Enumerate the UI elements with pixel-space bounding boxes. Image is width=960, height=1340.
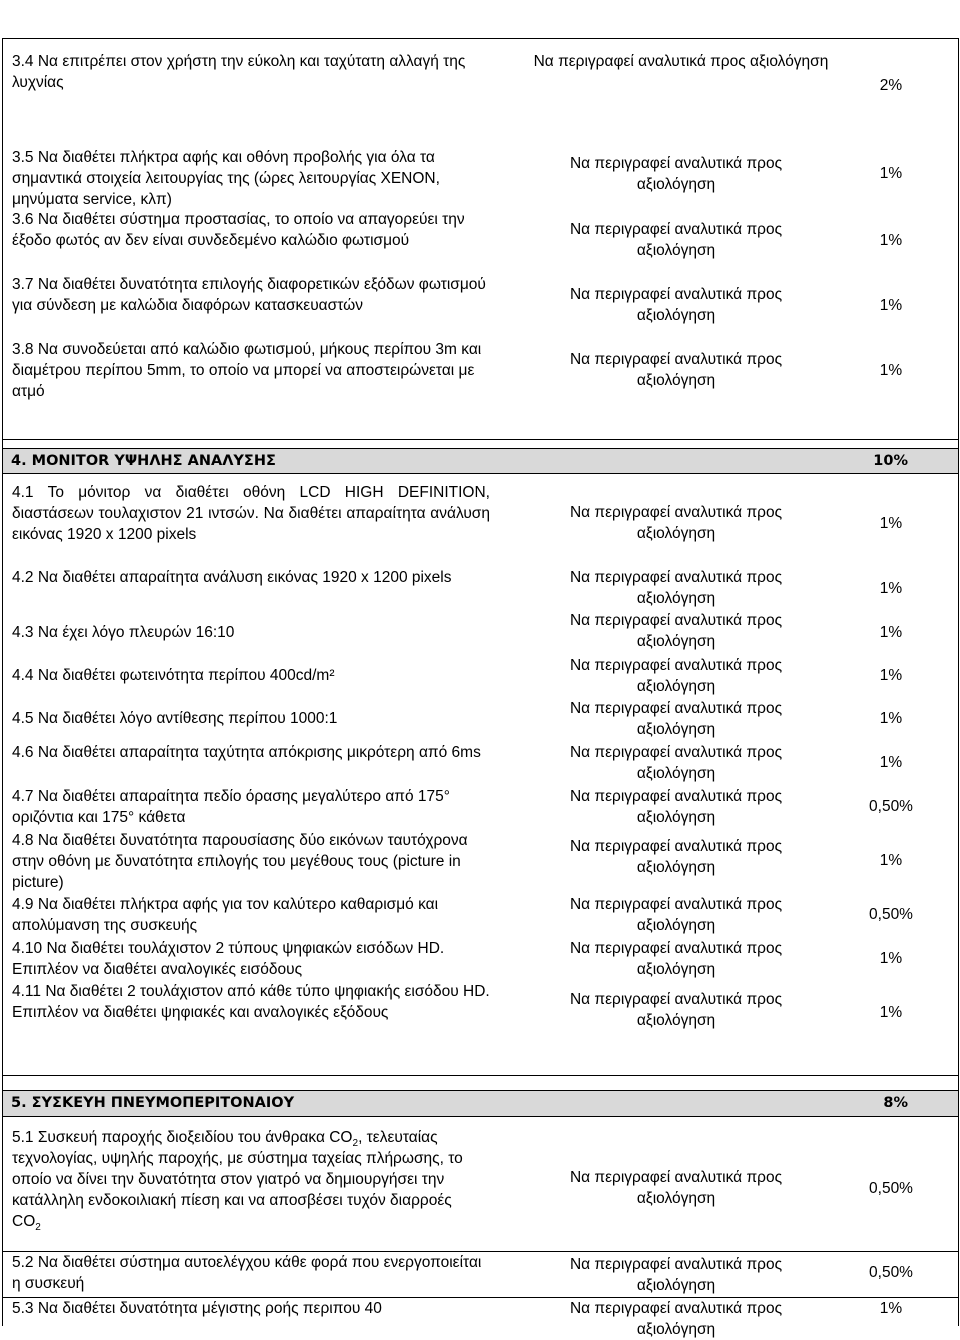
item-text: 3.5 Να διαθέτει πλήκτρα αφής και οθόνη προβολής για όλα τα σημαντικά στοιχεία λειτουργίας της (ώρες λειτουργίας XENON, μηνύματα service, κλπ) — [12, 149, 440, 208]
item-weight: 1% — [879, 362, 903, 379]
item-weight: 0,50% — [869, 906, 913, 923]
item-eval: Να περιγραφεί αναλυτικά προς αξιολόγηση — [533, 53, 829, 70]
section-weight: 8% — [883, 1095, 908, 1111]
item-eval: Να περιγραφεί αναλυτικά προς αξιολόγηση — [569, 569, 783, 607]
item-text: 4.2 Να διαθέτει απαραίτητα ανάλυση εικόνας 1920 x 1200 pixels — [12, 569, 452, 586]
item-eval: Να περιγραφεί αναλυτικά προς αξιολόγηση — [569, 838, 783, 876]
section-title: 4. MONITOR ΥΨΗΛΗΣ ΑΝΑΛΥΣΗΣ — [11, 453, 276, 469]
item-eval: Να περιγραφεί αναλυτικά προς αξιολόγηση — [569, 351, 783, 389]
item-text: 5.2 Να διαθέτει σύστημα αυτοελέγχου κάθε φορά που ενεργοποιείται η συσκευή — [12, 1254, 482, 1292]
section-4-table — [2, 440, 959, 1076]
item-eval: Να περιγραφεί αναλυτικά προς αξιολόγηση — [569, 657, 783, 695]
item-eval: Να περιγραφεί αναλυτικά προς αξιολόγηση — [569, 155, 783, 193]
item-text: 3.4 Να επιτρέπει στον χρήστη την εύκολη και ταχύτατη αλλαγή της λυχνίας — [12, 53, 466, 91]
section-3-table — [2, 38, 959, 440]
section-weight: 10% — [873, 453, 908, 469]
item-eval: Να περιγραφεί αναλυτικά προς αξιολόγηση — [569, 744, 783, 782]
item-weight: 1% — [879, 1004, 903, 1021]
subscript: 2 — [35, 1222, 41, 1234]
item-text: 5.3 Να διαθέτει δυνατότητα μέγιστης ροής περιπου 40 — [12, 1300, 382, 1317]
item-text: 4.11 Να διαθέτει 2 τουλάχιστον από κάθε τύπο ψηφιακής εισόδου HD. Επιπλέον να διαθέτει ψηφιακές και αναλογικές εξόδους — [12, 983, 490, 1021]
item-text: 4.8 Να διαθέτει δυνατότητα παρουσίασης δύο εικόνων ταυτόχρονα στην οθόνη με δυνατότητα επιλογής του μεγέθους τους (picture in picture) — [12, 832, 468, 891]
item-weight: 1% — [879, 667, 903, 684]
item-eval: Να περιγραφεί αναλυτικά προς αξιολόγηση — [569, 1169, 783, 1207]
item-eval: Να περιγραφεί αναλυτικά προς αξιολόγηση — [569, 991, 783, 1029]
item-weight: 1% — [879, 165, 903, 182]
item-text-part: 5.1 Συσκευή παροχής διοξειδίου του άνθρακα CO — [12, 1129, 353, 1146]
item-text-part: , τελευταίας τεχνολογίας, υψηλής παροχής, με σύστημα ταχείας πλήρωσης, το οποίο να δίνει την δυνατότητα στον γιατρό να δημιουργήσει την κατάλληλη ενδοκοιλιακή πίεση και να αποσβέσει τυχόν διαρροές CO — [12, 1129, 463, 1230]
item-eval: Να περιγραφεί αναλυτικά προς αξιολόγηση — [569, 286, 783, 324]
item-weight: 1% — [879, 754, 903, 771]
item-eval: Να περιγραφεί αναλυτικά προς αξιολόγηση — [569, 1256, 783, 1294]
item-text: 3.8 Να συνοδεύεται από καλώδιο φωτισμού, μήκους περίπου 3m και διαμέτρου περίπου 5mm, το οποίο να μπορεί να αποστειρώνεται με ατμό — [12, 341, 482, 400]
item-weight: 1% — [879, 852, 903, 869]
item-weight: 0,50% — [869, 1180, 913, 1197]
item-text: 3.7 Να διαθέτει δυνατότητα επιλογής διαφορετικών εξόδων φωτισμού για σύνδεση με καλώδια διαφόρων κατασκευαστών — [12, 276, 486, 314]
item-text: 4.1 Το μόνιτορ να διαθέτει οθόνη LCD HIGH DEFINITION, διαστάσεων τουλαχιστον 21 ιντσών. Να διαθέτει απαραίτητα ανάλυση εικόνας 1920 x 1200 pixels — [12, 484, 490, 543]
item-text: 4.5 Να διαθέτει λόγο αντίθεσης περίπου 1000:1 — [12, 710, 338, 727]
item-eval: Να περιγραφεί αναλυτικά προς αξιολόγηση — [569, 221, 783, 259]
section-header — [3, 1090, 958, 1117]
item-weight: 1% — [879, 297, 903, 314]
item-eval: Να περιγραφεί αναλυτικά προς αξιολόγηση — [569, 788, 783, 826]
item-weight: 0,50% — [869, 1264, 913, 1281]
item-weight: 0,50% — [869, 798, 913, 815]
item-weight: 1% — [879, 624, 903, 641]
item-weight: 1% — [879, 1300, 903, 1317]
item-eval: Να περιγραφεί αναλυτικά προς αξιολόγηση — [569, 612, 783, 650]
item-weight: 1% — [879, 515, 903, 532]
section-5-table — [2, 1076, 959, 1338]
item-text: 4.4 Να διαθέτει φωτεινότητα περίπου 400cd/m² — [12, 667, 335, 684]
item-eval: Να περιγραφεί αναλυτικά προς αξιολόγηση — [569, 1300, 783, 1338]
item-text — [12, 1127, 482, 1232]
item-text: 3.6 Να διαθέτει σύστημα προστασίας, το οποίο να απαγορεύει την έξοδο φωτός αν δεν είναι συνδεδεμένο καλώδιο φωτισμού — [12, 211, 465, 249]
item-eval: Να περιγραφεί αναλυτικά προς αξιολόγηση — [569, 504, 783, 542]
item-weight: 1% — [879, 232, 903, 249]
item-text: 4.9 Να διαθέτει πλήκτρα αφής για τον καλύτερο καθαρισμό και απολύμανση της συσκευής — [12, 896, 439, 934]
item-weight: 1% — [879, 710, 903, 727]
item-text: 4.6 Να διαθέτει απαραίτητα ταχύτητα απόκρισης μικρότερη από 6ms — [12, 744, 481, 761]
item-text: 4.10 Να διαθέτει τουλάχιστον 2 τύπους ψηφιακών εισόδων HD. Επιπλέον να διαθέτει αναλογικές εισόδους — [12, 940, 445, 978]
item-eval: Να περιγραφεί αναλυτικά προς αξιολόγηση — [569, 940, 783, 978]
item-text: 4.3 Να έχει λόγο πλευρών 16:10 — [12, 624, 235, 641]
item-weight: 1% — [879, 580, 903, 597]
section-header — [3, 448, 958, 474]
item-eval: Να περιγραφεί αναλυτικά προς αξιολόγηση — [569, 700, 783, 738]
item-text: 4.7 Να διαθέτει απαραίτητα πεδίο όρασης μεγαλύτερο από 175° οριζόντια και 175° κάθετα — [12, 788, 450, 826]
item-weight: 2% — [879, 77, 903, 94]
subscript: 2 — [352, 1138, 359, 1150]
item-eval: Να περιγραφεί αναλυτικά προς αξιολόγηση — [569, 896, 783, 934]
item-weight: 1% — [879, 950, 903, 967]
section-title: 5. ΣΥΣΚΕΥΗ ΠΝΕΥΜΟΠΕΡΙΤΟΝΑΙΟΥ — [11, 1095, 295, 1111]
